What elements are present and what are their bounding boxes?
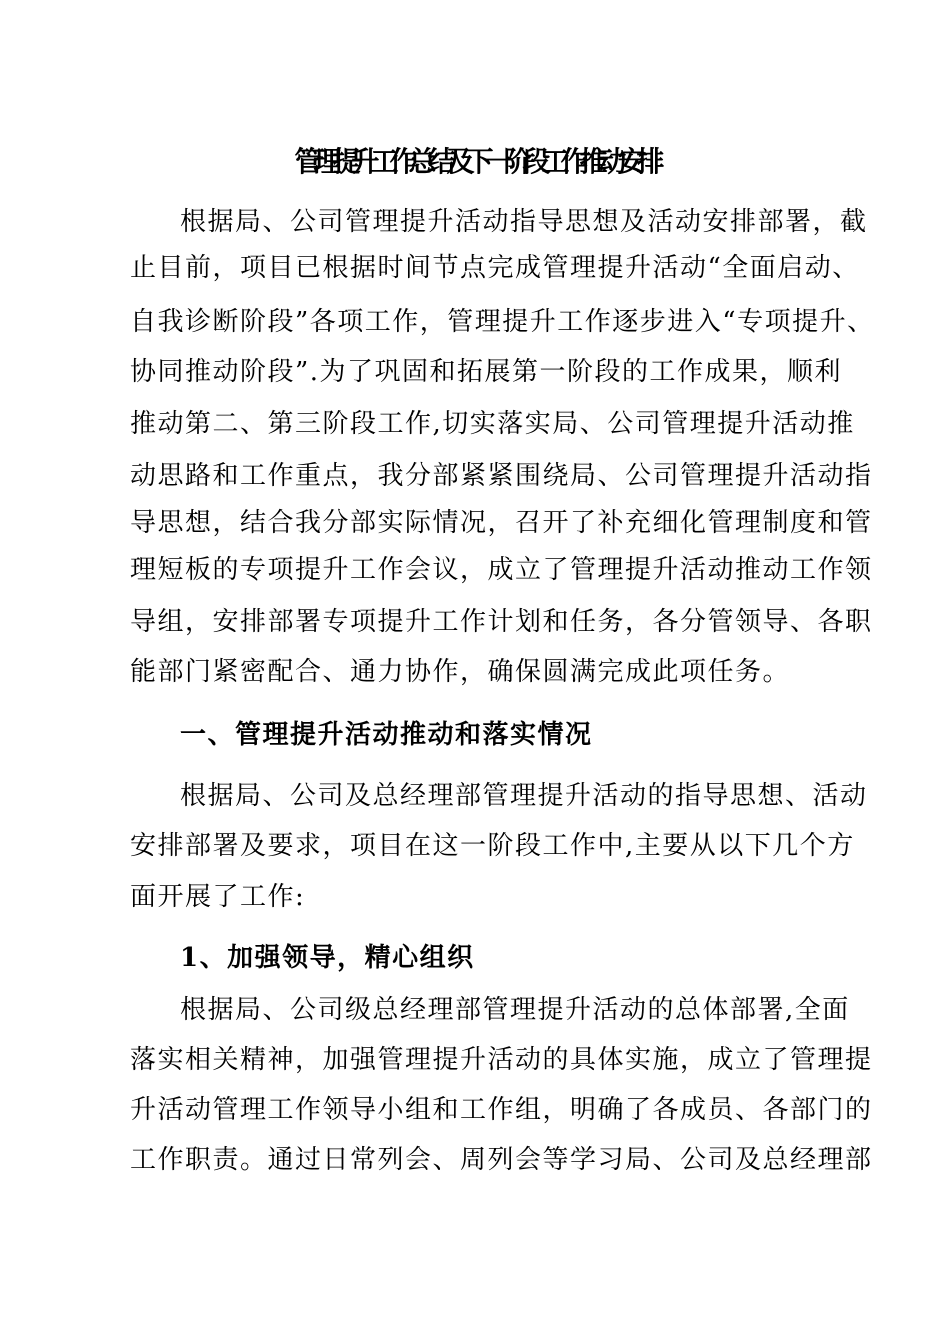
- intro-line: 动思路和工作重点，我分部紧紧围绕局、公司管理提升活动指: [130, 461, 873, 491]
- intro-line: 导思想，结合我分部实际情况，召开了补充细化管理制度和管: [130, 508, 873, 538]
- intro-line: 推动第二、第三阶段工作,切实落实局、公司管理提升活动推: [130, 409, 855, 439]
- section-line: 根据局、公司及总经理部管理提升活动的指导思想、活动: [180, 781, 868, 811]
- subsection-heading: 1、加强领导，精心组织: [180, 943, 475, 973]
- intro-line: 协同推动阶段”.为了巩固和拓展第一阶段的工作成果，顺利: [130, 357, 843, 387]
- document-title: 管理提升工作总结及下一阶段工作推动安排: [294, 145, 656, 178]
- section-line: 面开展了工作:: [130, 882, 306, 912]
- section-heading: 一、管理提升活动推动和落实情况: [180, 720, 593, 750]
- section-line: 安排部署及要求，项目在这一阶段工作中,主要从以下几个方: [130, 831, 855, 861]
- subsection-line: 工作职责。通过日常列会、周列会等学习局、公司及总经理部: [130, 1145, 873, 1175]
- subsection-line: 落实相关精神，加强管理提升活动的具体实施，成立了管理提: [130, 1045, 873, 1075]
- subsection-line: 根据局、公司级总经理部管理提升活动的总体部署,全面: [180, 995, 850, 1025]
- intro-line: 根据局、公司管理提升活动指导思想及活动安排部署，截: [180, 207, 868, 237]
- intro-line: 能部门紧密配合、通力协作，确保圆满完成此项任务。: [130, 657, 791, 687]
- intro-line: 导组，安排部署专项提升工作计划和任务，各分管领导、各职: [130, 607, 873, 637]
- intro-line: 自我诊断阶段”各项工作，管理提升工作逐步进入“专项提升、: [130, 307, 875, 337]
- intro-line: 理短板的专项提升工作会议，成立了管理提升活动推动工作领: [130, 555, 873, 585]
- intro-line: 止目前，项目已根据时间节点完成管理提升活动“全面启动、: [130, 253, 860, 283]
- subsection-line: 升活动管理工作领导小组和工作组，明确了各成员、各部门的: [130, 1095, 873, 1125]
